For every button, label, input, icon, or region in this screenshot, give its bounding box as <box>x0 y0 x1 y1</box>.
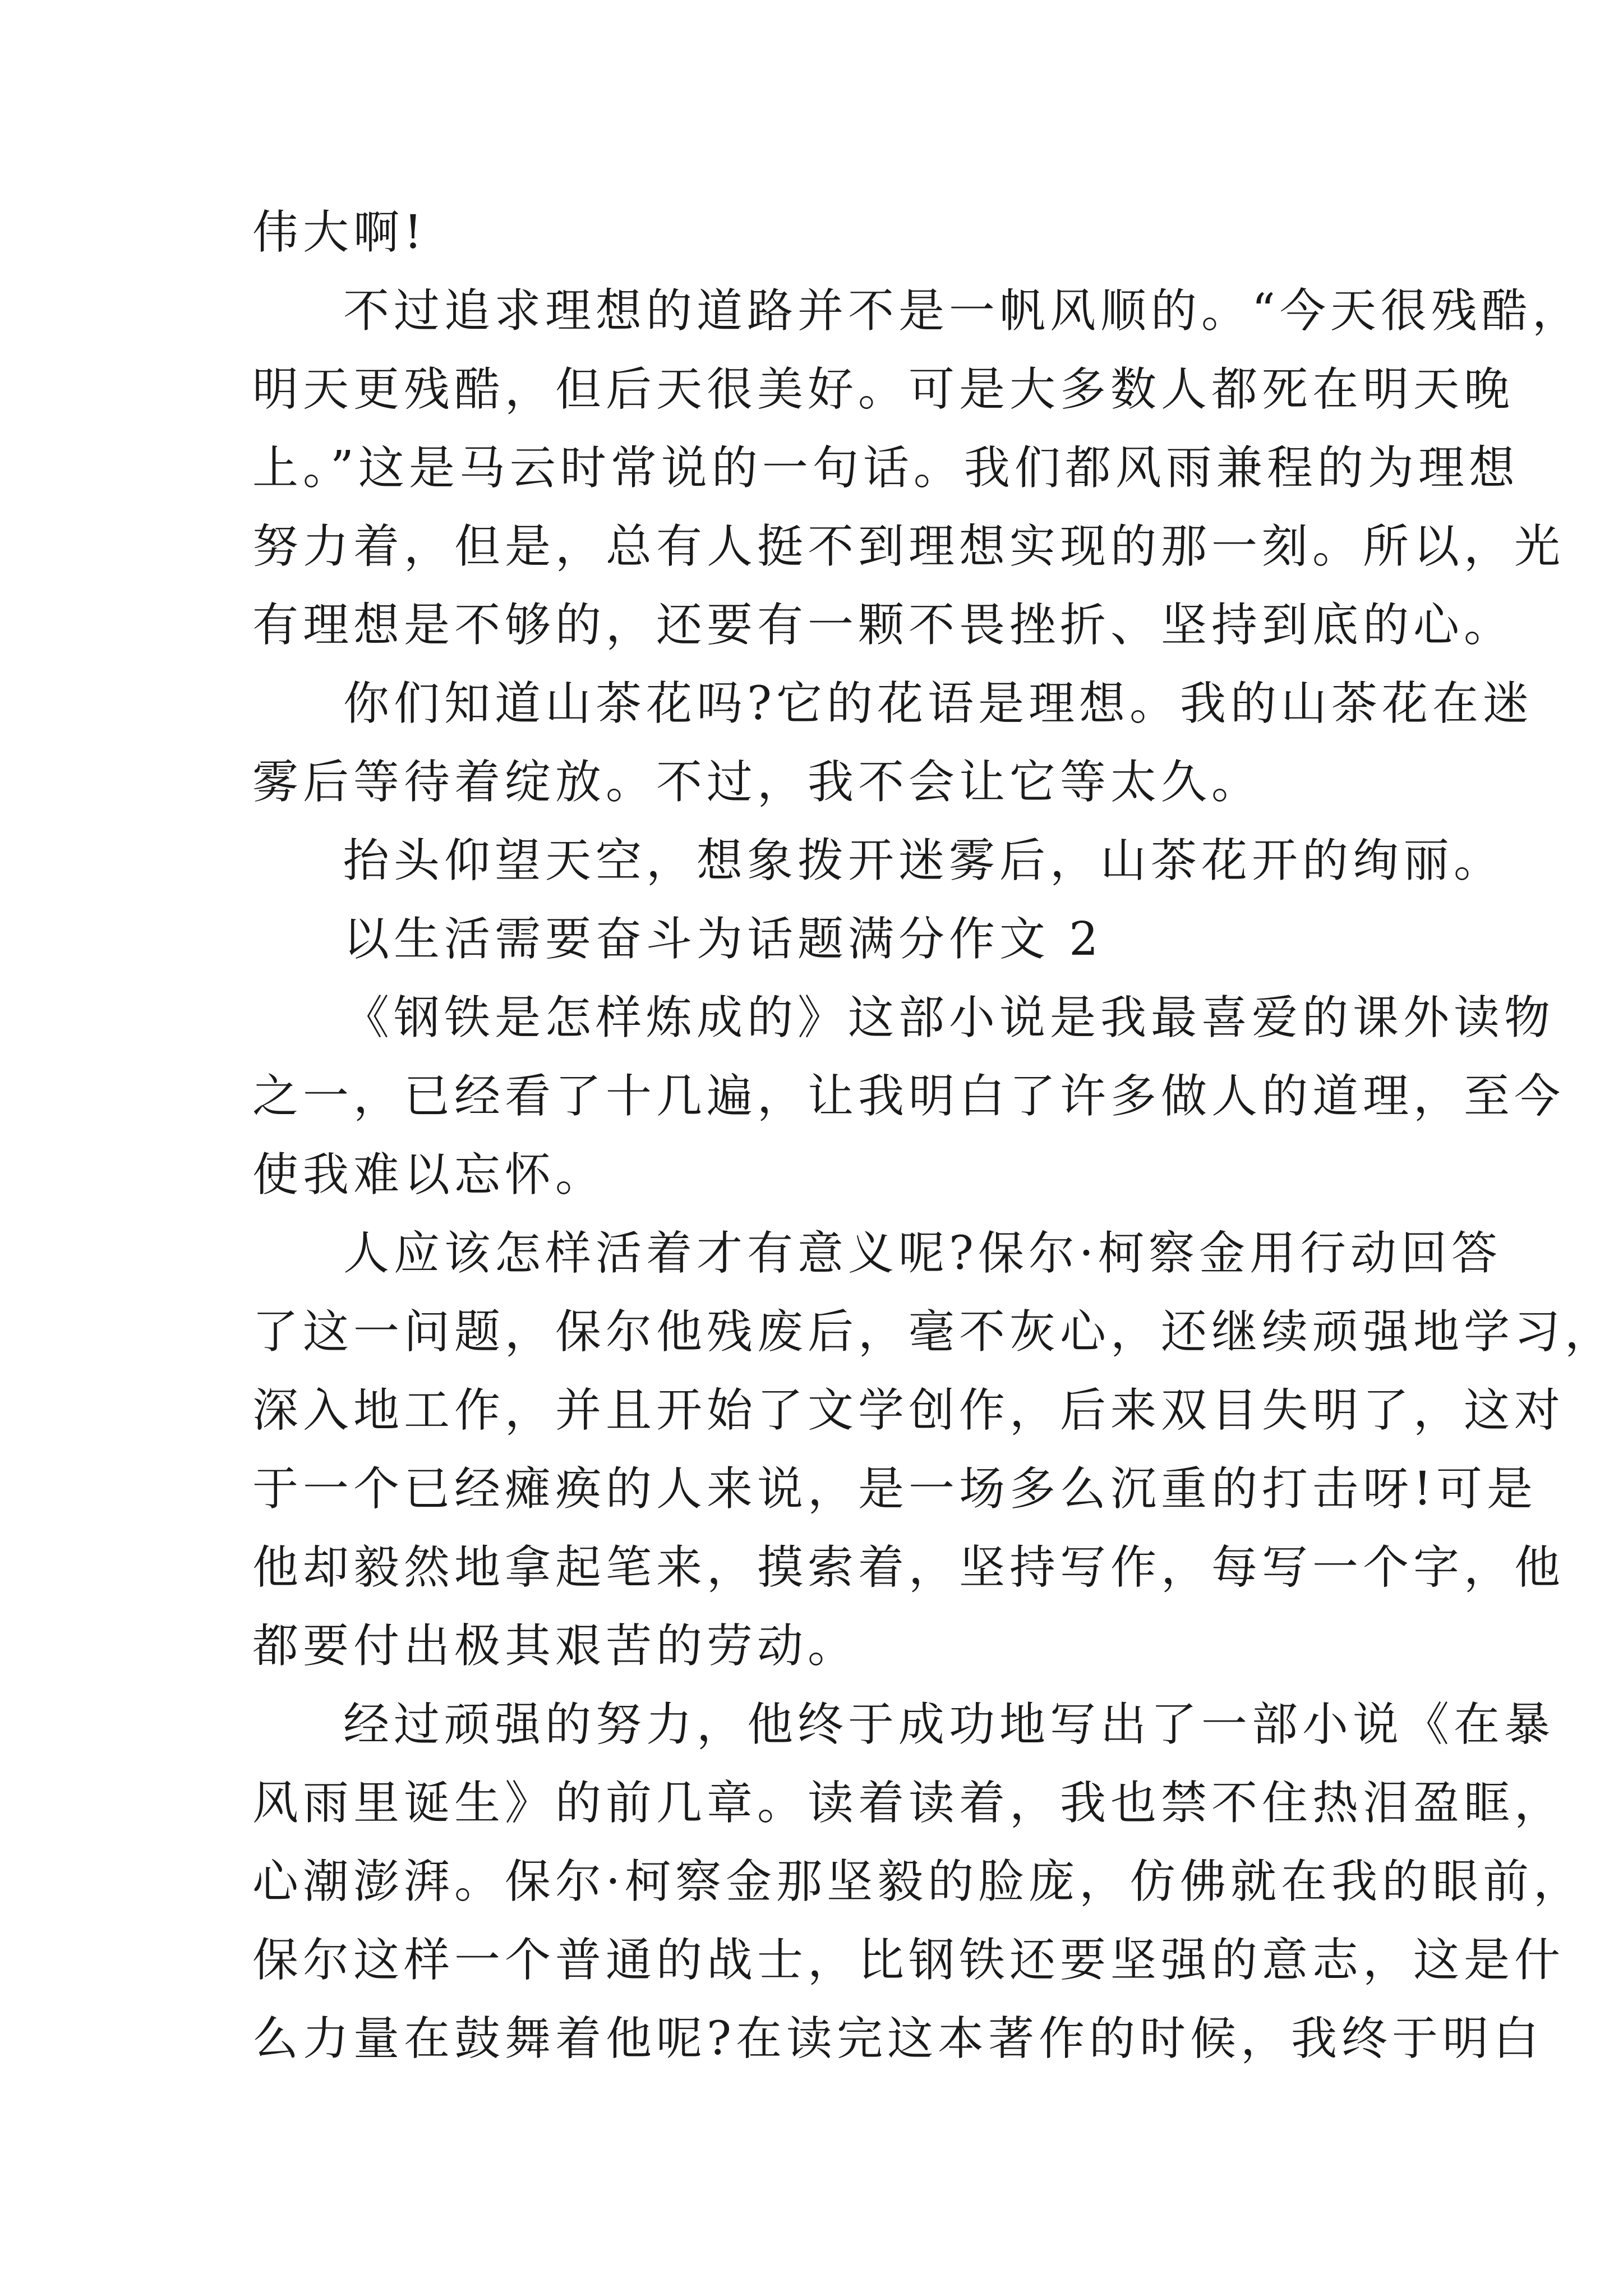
text-line: 人应该怎样活着才有意义呢?保尔·柯察金用行动回答 <box>343 1227 1502 1280</box>
text-line: 上。”这是马云时常说的一句话。我们都风雨兼程的为理想 <box>252 441 1519 495</box>
text-line: 伟大啊! <box>252 206 427 259</box>
text-line: 《钢铁是怎样炼成的》这部小说是我最喜爱的课外读物 <box>343 991 1555 1045</box>
text-line: 他却毅然地拿起笔来，摸索着，坚持写作，每写一个字，他 <box>252 1541 1565 1594</box>
text-line: 了这一问题，保尔他残废后，毫不灰心，还继续顽强地学习， <box>252 1305 1616 1359</box>
section-heading: 以生活需要奋斗为话题满分作文 2 <box>343 913 1103 966</box>
text-line: 心潮澎湃。保尔·柯察金那坚毅的脸庞，仿佛就在我的眼前， <box>252 1855 1584 1908</box>
text-line: 都要付出极其艰苦的劳动。 <box>252 1619 859 1673</box>
text-line: 抬头仰望天空，想象拨开迷雾后，山茶花开的绚丽。 <box>343 834 1505 887</box>
text-line: 深入地工作，并且开始了文学创作，后来双目失明了，这对 <box>252 1384 1565 1437</box>
text-line: 经过顽强的努力，他终于成功地写出了一部小说《在暴 <box>343 1698 1555 1751</box>
text-line: 明天更残酷，但后天很美好。可是大多数人都死在明天晚 <box>252 363 1515 416</box>
text-line: 于一个已经瘫痪的人来说，是一场多么沉重的打击呀!可是 <box>252 1462 1537 1516</box>
text-line: 有理想是不够的，还要有一颗不畏挫折、坚持到底的心。 <box>252 599 1515 652</box>
text-line: 保尔这样一个普通的战士，比钢铁还要坚强的意志，这是什 <box>252 1934 1565 1987</box>
text-line: 你们知道山茶花吗?它的花语是理想。我的山茶花在迷 <box>343 677 1533 730</box>
text-line: 努力着，但是，总有人挺不到理想实现的那一刻。所以，光 <box>252 520 1565 573</box>
text-line: 雾后等待着绽放。不过，我不会让它等太久。 <box>252 756 1262 809</box>
text-line: 风雨里诞生》的前几章。读着读着，我也禁不住热泪盈眶， <box>252 1777 1565 1830</box>
text-line: 之一，已经看了十几遍，让我明白了许多做人的道理，至今 <box>252 1070 1565 1123</box>
text-line: 使我难以忘怀。 <box>252 1148 606 1202</box>
text-line: 不过追求理想的道路并不是一帆风顺的。“今天很残酷， <box>343 284 1583 338</box>
text-line: 么力量在鼓舞着他呢?在读完这本著作的时候，我终于明白 <box>252 2012 1543 2065</box>
